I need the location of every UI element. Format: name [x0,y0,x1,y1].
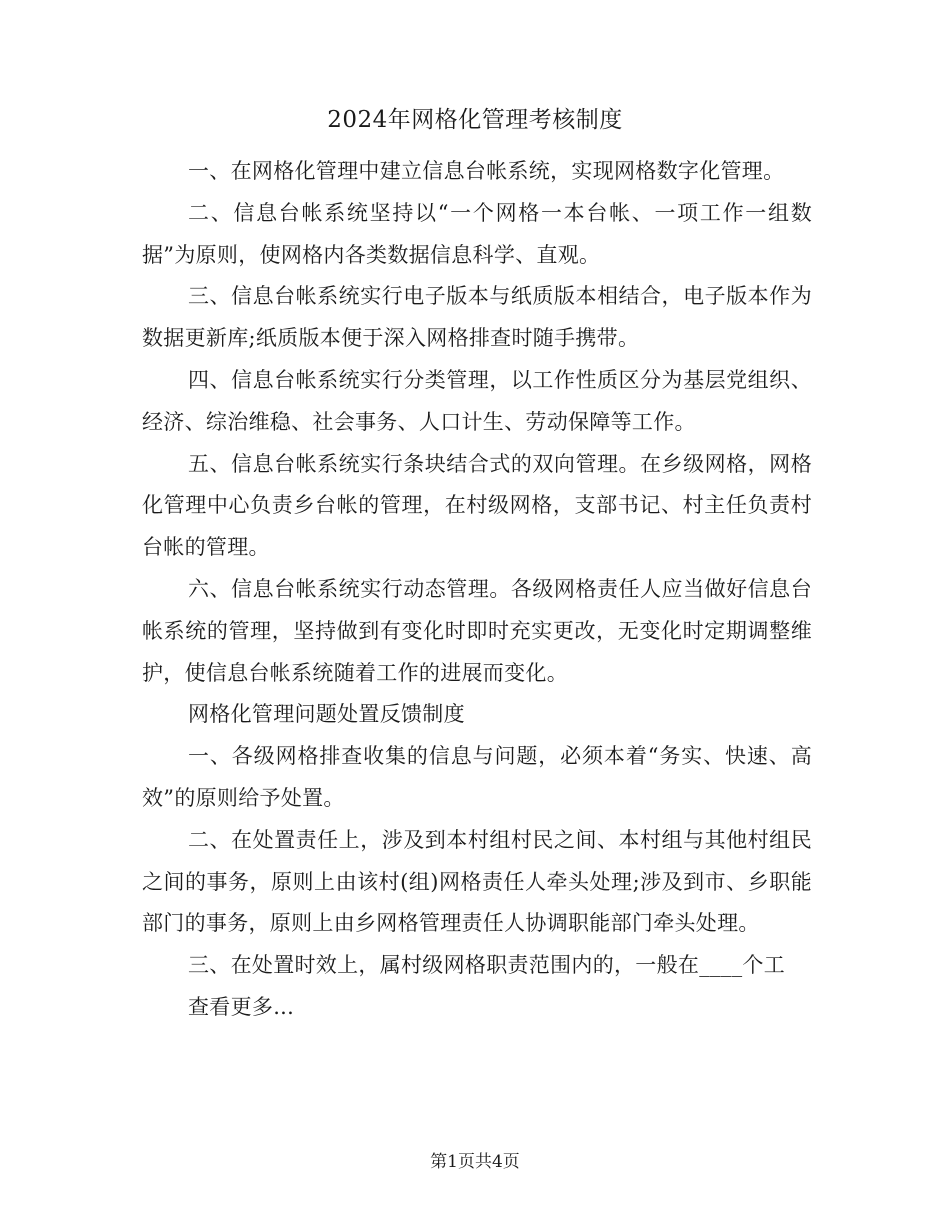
page-number-footer: 第1页共4页 [430,1152,520,1172]
document-title: 2024年网格化管理考核制度 [327,107,623,133]
paragraph-4: 四、信息台帐系统实行分类管理，以工作性质区分为基层党组织、经济、综治维稳、社会事务、人口计生、劳动保障等工作。 [142,367,812,434]
paragraph-8: 二、在处置责任上，涉及到本村组村民之间、本村组与其他村组民之间的事务，原则上由该村(组)网格责任人牵头处理;涉及到市、乡职能部门的事务，原则上由乡网格管理责任人协调职能部门牵头处理。 [142,827,812,936]
paragraph-1: 一、在网格化管理中建立信息台帐系统，实现网格数字化管理。 [188,159,785,183]
view-more-link[interactable]: 查看更多... [188,994,295,1019]
paragraph-6: 六、信息台帐系统实行动态管理。各级网格责任人应当做好信息台帐系统的管理，坚持做到有变化时即时充实更改，无变化时定期调整维护，使信息台帐系统随着工作的进展而变化。 [142,576,812,685]
document-body [142,151,812,1029]
section-heading: 网格化管理问题处置反馈制度 [188,702,465,727]
paragraph-3: 三、信息台帐系统实行电子版本与纸质版本相结合，电子版本作为数据更新库;纸质版本便于深入网格排查时随手携带。 [142,284,812,351]
paragraph-9: 三、在处置时效上，属村级网格职责范围内的，一般在____个工 [188,953,785,978]
paragraph-2: 二、信息台帐系统坚持以“一个网格一本台帐、一项工作一组数据”为原则，使网格内各类数据信息科学、直观。 [142,200,812,267]
paragraph-7: 一、各级网格排查收集的信息与问题，必须本着“务实、快速、高效”的原则给予处置。 [142,744,812,810]
paragraph-5: 五、信息台帐系统实行条块结合式的双向管理。在乡级网格，网格化管理中心负责乡台帐的管理，在村级网格，支部书记、村主任负责村台帐的管理。 [142,451,812,560]
